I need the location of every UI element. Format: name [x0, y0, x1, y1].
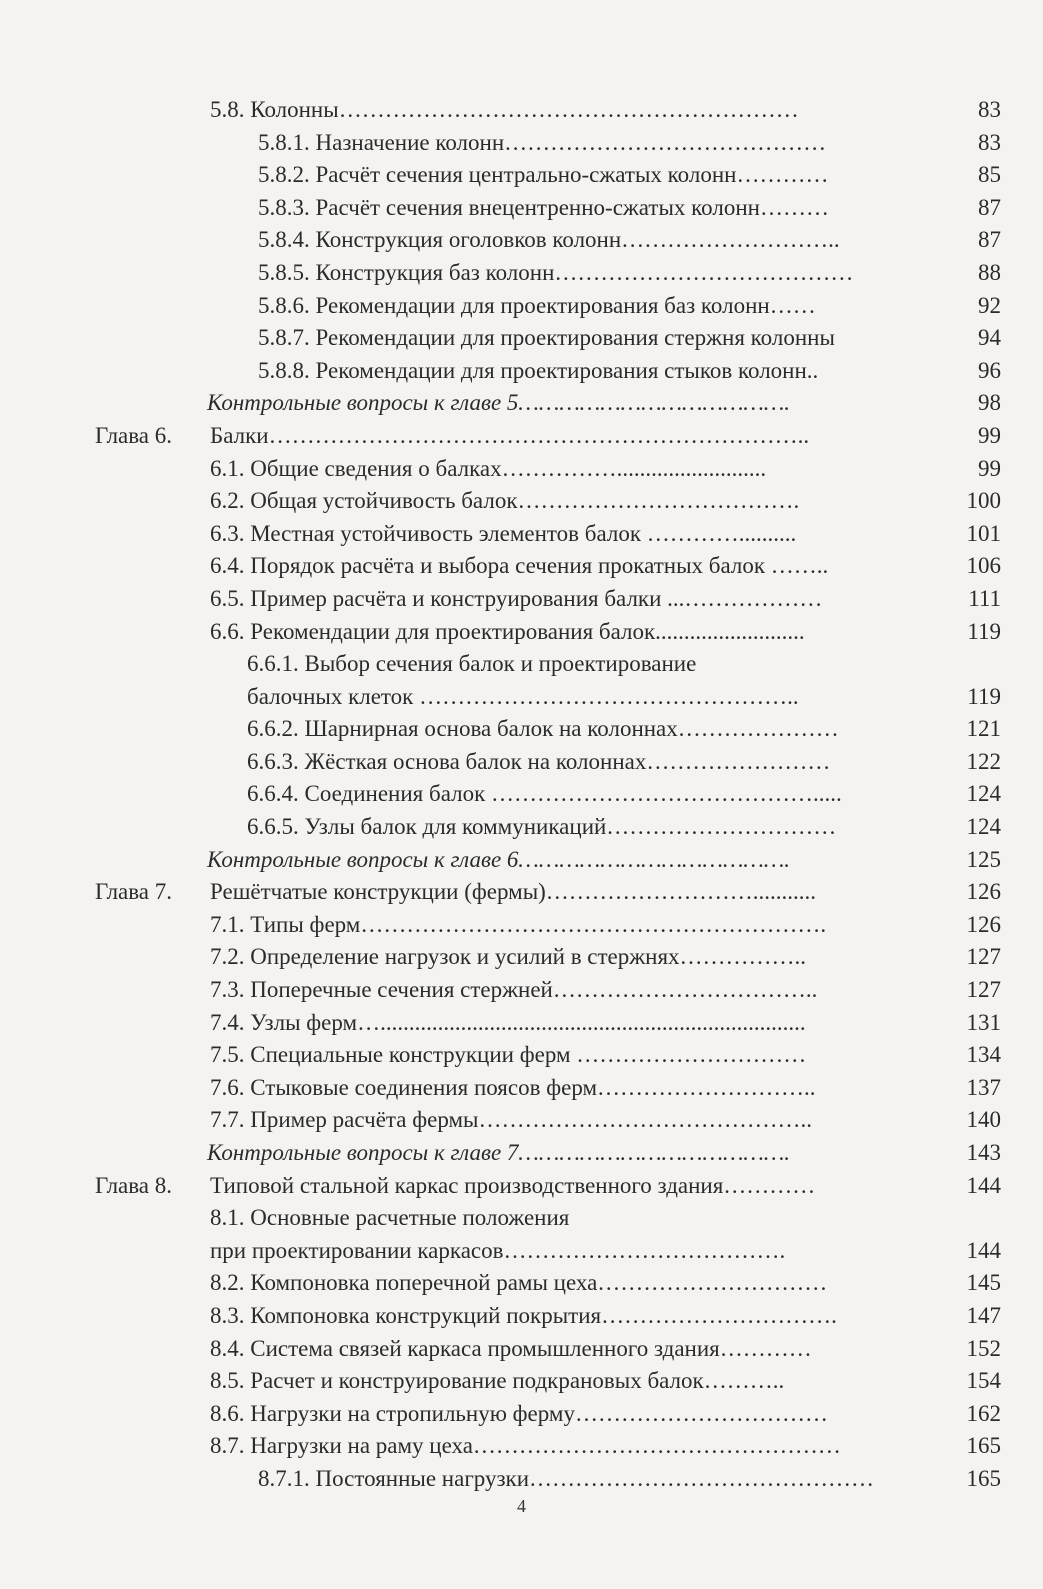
- toc-entry: [0, 583, 1043, 616]
- toc-entry-page: 99: [978, 422, 1001, 448]
- toc-entry-title: 8.6. Нагрузки на стропильную ферму……………………………: [210, 1400, 828, 1426]
- toc-entry: [0, 1104, 1043, 1137]
- toc-entry-page: 111: [968, 585, 1001, 611]
- toc-entry-title: 5.8. Колонны……………………………………………………: [210, 97, 799, 122]
- toc-entry: [0, 909, 1043, 942]
- toc-entry-page: 106: [966, 553, 1001, 579]
- toc-entry: [0, 192, 1043, 225]
- toc-chapter-label: Глава 7.: [95, 879, 173, 905]
- toc-entry-title: 5.8.7. Рекомендации для проектирования стержня колонны: [258, 325, 835, 351]
- toc-entry: [0, 1300, 1043, 1333]
- toc-entry-title: 7.7. Пример расчёта фермы……………………………………..: [210, 1107, 812, 1133]
- toc-entry-page: 134: [966, 1042, 1001, 1068]
- toc-entry-title: 5.8.5. Конструкция баз колонн…………………………………: [258, 259, 854, 285]
- toc-entry-page: 126: [966, 911, 1001, 937]
- toc-entry-title: 8.3. Компоновка конструкций покрытия………………………….: [210, 1302, 837, 1328]
- toc-entry-page: 87: [978, 194, 1001, 220]
- toc-chapter-entry: [0, 420, 1043, 453]
- toc-entry-title: 6.1. Общие сведения о балках……………..........................: [210, 455, 767, 481]
- toc-entry-title: Типовой стальной каркас производственного здания…………: [210, 1172, 816, 1198]
- toc-entry-title: балочных клеток …………………………………………..: [247, 683, 799, 709]
- toc-entry-page: 145: [966, 1270, 1001, 1296]
- toc-entry-page: 162: [966, 1400, 1001, 1426]
- toc-entry-page: 165: [966, 1433, 1001, 1459]
- toc-entry-title: при проектировании каркасов……………………………….: [210, 1237, 786, 1263]
- toc-entry-page: 126: [966, 879, 1001, 905]
- toc-entry: [0, 1267, 1043, 1300]
- toc-entry: [0, 159, 1043, 192]
- toc-entry-page: 94: [978, 325, 1001, 351]
- toc-entry: [0, 224, 1043, 257]
- toc-entry-title: 5.8.1. Назначение колонн……………………………………: [258, 129, 827, 155]
- toc-entry-page: 121: [966, 716, 1001, 742]
- toc-chapter-label: Глава 6.: [95, 422, 173, 448]
- toc-entry: [0, 811, 1043, 844]
- toc-entry: [0, 127, 1043, 160]
- toc-questions-entry: [0, 1137, 1043, 1170]
- toc-entry-page: 119: [967, 683, 1001, 709]
- toc-entry-title: 8.5. Расчет и конструирование подкрановых балок………..: [210, 1368, 785, 1394]
- toc-entry: [0, 1333, 1043, 1366]
- toc-chapter-label: Глава 8.: [95, 1172, 173, 1198]
- toc-entry-page: 100: [966, 488, 1001, 514]
- toc-entry-page: 98: [978, 390, 1001, 416]
- toc-entry-title: 5.8.4. Конструкция оголовков колонн………………………..: [258, 227, 840, 253]
- toc-entry-page: 137: [966, 1074, 1001, 1100]
- toc-entry: [0, 1202, 1043, 1235]
- toc-entry-title: 6.5. Пример расчёта и конструирования балки ...………………: [210, 585, 823, 611]
- toc-entry-page: 144: [966, 1237, 1001, 1263]
- toc-entry: [0, 1039, 1043, 1072]
- toc-entry-title: Решётчатые конструкции (фермы)………………………...........: [210, 879, 817, 905]
- toc-entry: [0, 1007, 1043, 1040]
- toc-entry-page: 143: [966, 1140, 1001, 1165]
- toc-entry-title: 5.8.3. Расчёт сечения внецентренно-сжатых колонн………: [258, 194, 829, 220]
- toc-entry-page: 140: [966, 1107, 1001, 1133]
- toc-entry-page: 124: [966, 814, 1001, 840]
- toc-entry-title: 6.6.5. Узлы балок для коммуникаций…………………………: [247, 814, 837, 840]
- toc-entry-title: 5.8.2. Расчёт сечения центрально-сжатых колонн…………: [258, 162, 829, 188]
- toc-entry-title: 7.2. Определение нагрузок и усилий в стержнях……………..: [210, 944, 807, 970]
- toc-entry-page: 152: [966, 1335, 1001, 1361]
- toc-entry: [0, 1072, 1043, 1105]
- toc-entry-page: 88: [978, 259, 1001, 285]
- toc-entry: [0, 485, 1043, 518]
- toc-entry-title: 7.5. Специальные конструкции ферм …………………………: [210, 1042, 807, 1068]
- toc-entry-title: 6.6.3. Жёсткая основа балок на колоннах……………………: [247, 748, 831, 774]
- toc-entry-page: 122: [966, 748, 1001, 774]
- toc-entry: [0, 1463, 1043, 1496]
- toc-entry: [0, 550, 1043, 583]
- toc-entry-page: 92: [978, 292, 1001, 318]
- toc-entry-title: 6.4. Порядок расчёта и выбора сечения прокатных балок ……..: [210, 553, 829, 579]
- toc-entry-page: 125: [966, 846, 1001, 872]
- toc-entry: [0, 778, 1043, 811]
- toc-entry: [0, 713, 1043, 746]
- toc-questions-entry: [0, 844, 1043, 877]
- toc-entry-page: 99: [978, 455, 1001, 481]
- toc-entry-title: Контрольные вопросы к главе 6………………………………….: [207, 846, 791, 872]
- toc-entry-page: 83: [978, 129, 1001, 155]
- toc-entry: [0, 290, 1043, 323]
- toc-entry-page: 165: [966, 1465, 1001, 1491]
- toc-chapter-entry: [0, 876, 1043, 909]
- toc-entry: [0, 355, 1043, 388]
- toc-entry-page: 96: [978, 357, 1001, 383]
- toc-entry-title: 5.8.8. Рекомендации для проектирования стыков колонн..: [258, 357, 819, 383]
- toc-entry: [0, 94, 1043, 127]
- toc-entry: [0, 974, 1043, 1007]
- toc-entry: [0, 322, 1043, 355]
- toc-entry-page: 119: [967, 618, 1001, 644]
- table-of-contents: [0, 94, 1043, 1496]
- toc-entry-page: 154: [966, 1368, 1001, 1394]
- toc-entry-title: 8.1. Основные расчетные положения: [210, 1205, 570, 1231]
- toc-entry: [0, 1235, 1043, 1268]
- toc-entry: [0, 257, 1043, 290]
- toc-entry: [0, 1430, 1043, 1463]
- toc-entry-title: 8.7.1. Постоянные нагрузки………………………………………: [258, 1465, 875, 1491]
- toc-entry-title: 7.6. Стыковые соединения поясов ферм………………………..: [210, 1074, 816, 1100]
- toc-entry-title: 7.3. Поперечные сечения стержней……………………………..: [210, 977, 818, 1003]
- toc-entry-title: 6.6.2. Шарнирная основа балок на колоннах…………………: [247, 716, 839, 742]
- toc-entry-page: 127: [966, 977, 1001, 1003]
- toc-entry: [0, 1398, 1043, 1431]
- toc-entry-title: 5.8.6. Рекомендации для проектирования баз колонн……: [258, 292, 816, 318]
- toc-entry: [0, 1365, 1043, 1398]
- toc-entry-page: 127: [966, 944, 1001, 970]
- toc-entry-title: Балки……………………………………………………………..: [210, 422, 810, 448]
- toc-entry-title: 6.6.4. Соединения балок …………………………………….....: [247, 781, 842, 807]
- toc-entry: [0, 681, 1043, 714]
- toc-entry: [0, 453, 1043, 486]
- toc-chapter-entry: [0, 1170, 1043, 1203]
- toc-entry: [0, 648, 1043, 681]
- toc-entry-page: 147: [966, 1302, 1001, 1328]
- toc-entry-title: 6.2. Общая устойчивость балок……………………………….: [210, 488, 800, 514]
- toc-entry-page: 83: [978, 97, 1001, 122]
- toc-entry-title: 8.7. Нагрузки на раму цеха…………………………………………: [210, 1433, 841, 1459]
- toc-entry-title: 8.4. Система связей каркаса промышленного здания…………: [210, 1335, 812, 1361]
- toc-entry: [0, 518, 1043, 551]
- toc-entry: [0, 616, 1043, 649]
- toc-entry-title: 6.3. Местная устойчивость элементов балок …………..........: [210, 520, 797, 546]
- toc-entry: [0, 746, 1043, 779]
- toc-entry: [0, 941, 1043, 974]
- toc-entry-title: 7.4. Узлы ферм…..........................................................................: [210, 1009, 806, 1035]
- toc-entry-page: 124: [966, 781, 1001, 807]
- toc-entry-title: 8.2. Компоновка поперечной рамы цеха…………………………: [210, 1270, 828, 1296]
- toc-entry-page: 101: [966, 520, 1001, 546]
- toc-entry-title: 6.6. Рекомендации для проектирования балок..........................: [210, 618, 805, 644]
- toc-entry-title: 6.6.1. Выбор сечения балок и проектирование: [247, 651, 697, 677]
- toc-entry-page: 144: [966, 1172, 1001, 1198]
- toc-entry-title: Контрольные вопросы к главе 5………………………………….: [207, 390, 791, 416]
- toc-entry-page: 85: [978, 162, 1001, 188]
- toc-entry-title: Контрольные вопросы к главе 7………………………………….: [207, 1140, 791, 1165]
- toc-entry-page: 87: [978, 227, 1001, 253]
- toc-entry-page: 131: [966, 1009, 1001, 1035]
- toc-questions-entry: [0, 387, 1043, 420]
- page-number: 4: [517, 1496, 526, 1516]
- toc-entry-title: 7.1. Типы ферм…………………………………………………….: [210, 911, 827, 937]
